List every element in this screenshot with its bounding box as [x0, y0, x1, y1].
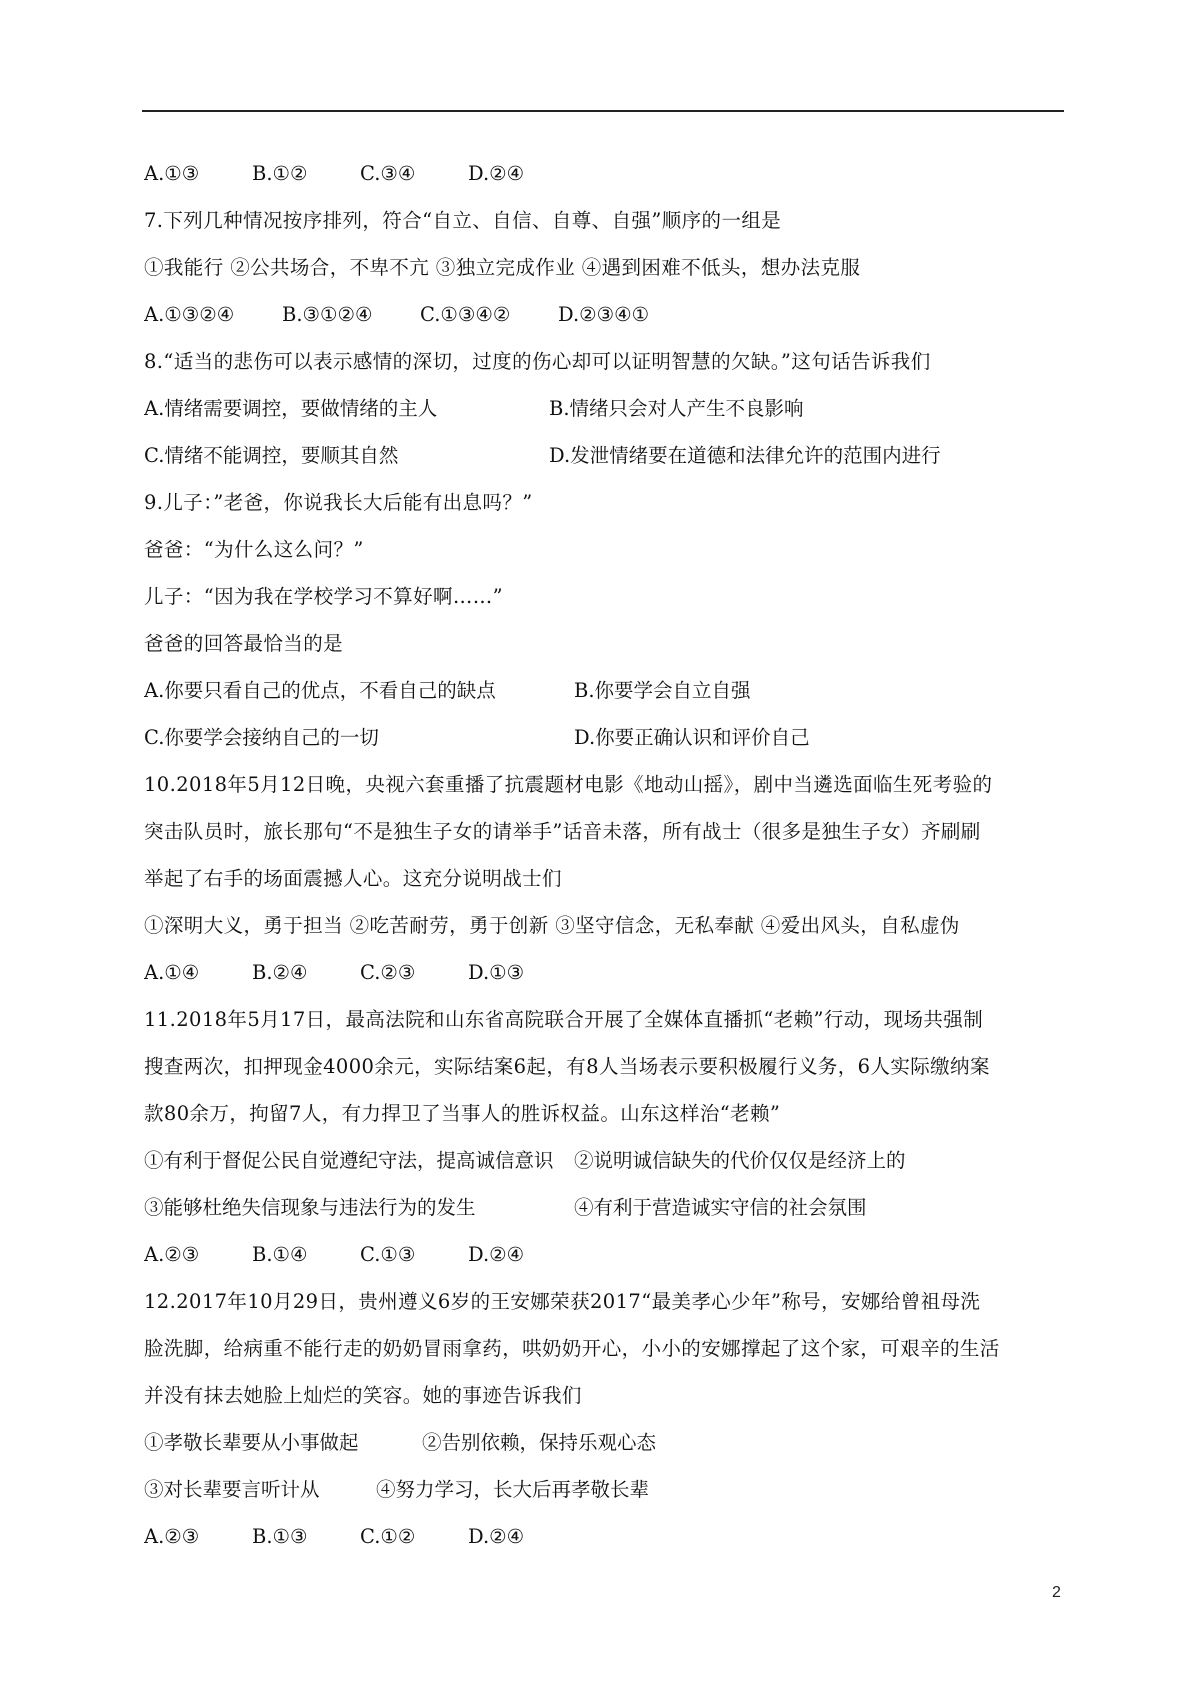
- q9-options-row-1: [144, 667, 1066, 714]
- q10-options: [144, 949, 1066, 996]
- q10-option-b: B.②④: [252, 961, 308, 984]
- q7-option-a: A.①③②④: [144, 303, 235, 326]
- q9-dialogue-line-2: 爸爸：“为什么这么问？”: [144, 538, 364, 561]
- q11-item-3: ③能够杜绝失信现象与违法行为的发生: [144, 1196, 476, 1219]
- q6-options: [144, 150, 1066, 197]
- q12-items-row-1: [144, 1419, 1066, 1466]
- q12-option-c: C.①②: [360, 1525, 416, 1548]
- q12-option-b: B.①③: [252, 1525, 308, 1548]
- q12-item-1: ①孝敬长辈要从小事做起: [144, 1431, 359, 1454]
- q8-option-b: B.情绪只会对人产生不良影响: [549, 397, 804, 420]
- q11-item-1: ①有利于督促公民自觉遵纪守法，提高诚信意识: [144, 1149, 554, 1172]
- q8-options-row-2: [144, 432, 1066, 479]
- q7-option-b: B.③①②④: [282, 303, 373, 326]
- q10-stem-line-2: 突击队员时，旅长那句“不是独生子女的请举手”话音未落，所有战士（很多是独生子女）齐刷刷: [144, 820, 981, 843]
- q6-option-d: D.②④: [468, 162, 525, 185]
- q11-option-a: A.②③: [144, 1243, 200, 1266]
- q11-stem-line-3: 款80余万，拘留7人，有力捍卫了当事人的胜诉权益。山东这样治“老赖”: [144, 1102, 781, 1125]
- q7-stem: 7.下列几种情况按序排列，符合“自立、自信、自尊、自强”顺序的一组是: [144, 209, 782, 232]
- q12-stem-line-2: 脸洗脚，给病重不能行走的奶奶冒雨拿药，哄奶奶开心，小小的安娜撑起了这个家，可艰辛的生活: [144, 1337, 1000, 1360]
- q9-option-b: B.你要学会自立自强: [574, 679, 751, 702]
- q12-option-a: A.②③: [144, 1525, 200, 1548]
- q12-stem-line-3: 并没有抹去她脸上灿烂的笑容。她的事迹告诉我们: [144, 1384, 582, 1407]
- q6-option-b: B.①②: [252, 162, 308, 185]
- q10-option-c: C.②③: [360, 961, 416, 984]
- exam-page-content: [144, 150, 1066, 1560]
- q10-items: ①深明大义，勇于担当 ②吃苦耐劳，勇于创新 ③坚守信念，无私奉献 ④爱出风头，自私虚伪: [144, 914, 960, 937]
- q7-option-c: C.①③④②: [420, 303, 511, 326]
- q8-option-a: A.情绪需要调控，要做情绪的主人: [144, 397, 438, 420]
- page-number: 2: [1052, 1584, 1061, 1601]
- q7-options: [144, 291, 1066, 338]
- q8-option-c: C.情绪不能调控，要顺其自然: [144, 444, 399, 467]
- q11-option-b: B.①④: [252, 1243, 308, 1266]
- q11-item-4: ④有利于营造诚实守信的社会氛围: [574, 1196, 867, 1219]
- q9-option-a: A.你要只看自己的优点，不看自己的缺点: [144, 679, 496, 702]
- q6-option-a: A.①③: [144, 162, 200, 185]
- q11-options: [144, 1231, 1066, 1278]
- q12-option-d: D.②④: [468, 1525, 525, 1548]
- q9-question: 爸爸的回答最恰当的是: [144, 632, 344, 655]
- q7-items: ①我能行 ②公共场合，不卑不亢 ③独立完成作业 ④遇到困难不低头，想办法克服: [144, 256, 861, 279]
- q8-stem: 8.“适当的悲伤可以表示感情的深切，过度的伤心却可以证明智慧的欠缺。”这句话告诉我们: [144, 350, 931, 373]
- q9-option-c: C.你要学会接纳自己的一切: [144, 726, 379, 749]
- q9-options-row-2: [144, 714, 1066, 761]
- q9-dialogue-line-1: 9.儿子：”老爸，你说我长大后能有出息吗？”: [144, 491, 533, 514]
- q10-option-d: D.①③: [468, 961, 525, 984]
- q11-stem-line-2: 搜查两次，扣押现金4000余元，实际结案6起，有8人当场表示要积极履行义务，6人实际缴纳案: [144, 1055, 990, 1078]
- q12-item-4: ④努力学习，长大后再孝敬长辈: [376, 1478, 650, 1501]
- q12-stem-line-1: 12.2017年10月29日，贵州遵义6岁的王安娜荣获2017“最美孝心少年”称号，安娜给曾祖母洗: [144, 1290, 981, 1313]
- q8-options-row-1: [144, 385, 1066, 432]
- q11-item-2: ②说明诚信缺失的代价仅仅是经济上的: [574, 1149, 906, 1172]
- q11-items-row-1: [144, 1137, 1066, 1184]
- q10-stem-line-1: 10.2018年5月12日晚，央视六套重播了抗震题材电影《地动山摇》，剧中当遴选面临生死考验的: [144, 773, 993, 796]
- q10-stem-line-3: 举起了右手的场面震撼人心。这充分说明战士们: [144, 867, 562, 890]
- q11-items-row-2: [144, 1184, 1066, 1231]
- q6-option-c: C.③④: [360, 162, 416, 185]
- q11-option-c: C.①③: [360, 1243, 416, 1266]
- q12-items-row-2: [144, 1466, 1066, 1513]
- q8-option-d: D.发泄情绪要在道德和法律允许的范围内进行: [549, 444, 941, 467]
- q12-item-3: ③对长辈要言听计从: [144, 1478, 320, 1501]
- q7-option-d: D.②③④①: [558, 303, 650, 326]
- q11-stem-line-1: 11.2018年5月17日，最高法院和山东省高院联合开展了全媒体直播抓“老赖”行动，现场共强制: [144, 1008, 984, 1031]
- q10-option-a: A.①④: [144, 961, 200, 984]
- q12-options: [144, 1513, 1066, 1560]
- q12-item-2: ②告别依赖，保持乐观心态: [422, 1431, 657, 1454]
- q9-dialogue-line-3: 儿子：“因为我在学校学习不算好啊……”: [144, 585, 504, 608]
- q11-option-d: D.②④: [468, 1243, 525, 1266]
- header-rule: [142, 110, 1064, 112]
- q9-option-d: D.你要正确认识和评价自己: [574, 726, 810, 749]
